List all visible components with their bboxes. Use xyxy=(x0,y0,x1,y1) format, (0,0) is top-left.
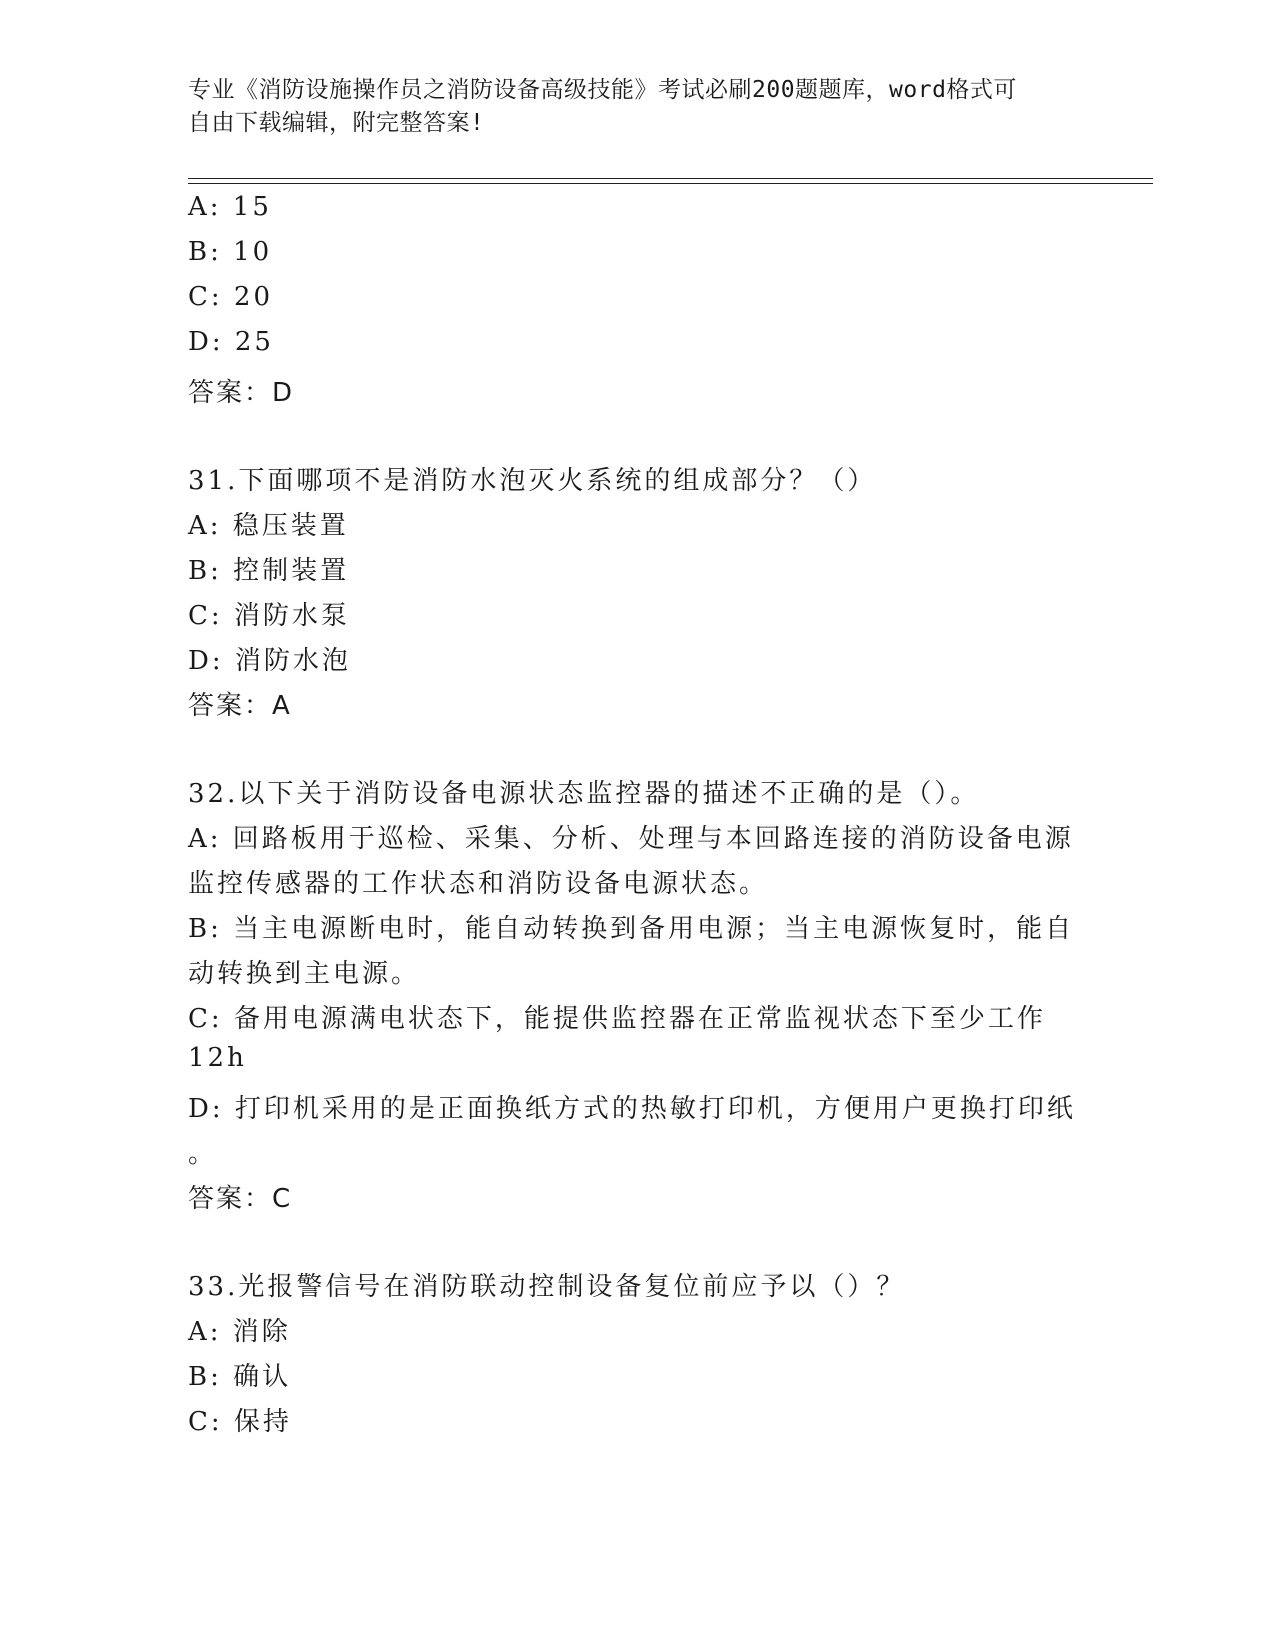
option-d-cont: 。 xyxy=(188,1139,218,1169)
option-b-cont: 动转换到主电源。 xyxy=(188,959,421,989)
header-line-1: 专业《消防设施操作员之消防设备高级技能》考试必刷200题题库，word格式可 xyxy=(188,77,1017,103)
option-c: C: 保持 xyxy=(188,1407,292,1437)
option-b: B: 当主电源断电时，能自动转换到备用电源；当主电源恢复时，能自 xyxy=(188,914,1075,944)
header-line-2: 自由下载编辑，附完整答案! xyxy=(188,110,485,136)
document-header xyxy=(188,74,1068,140)
option-a: A: 回路板用于巡检、采集、分析、处理与本回路连接的消防设备电源 xyxy=(188,824,1074,854)
option-d: D: 25 xyxy=(188,327,274,357)
option-c-cont: 12h xyxy=(188,1043,247,1073)
option-a: A: 稳压装置 xyxy=(188,511,349,541)
question-31: 31.下面哪项不是消防水泡灭火系统的组成部分？（） xyxy=(188,466,877,496)
option-d: D: 打印机采用的是正面换纸方式的热敏打印机，方便用户更换打印纸 xyxy=(188,1094,1076,1124)
question-33: 33.光报警信号在消防联动控制设备复位前应予以（）？ xyxy=(188,1272,906,1302)
header-rule-bottom xyxy=(188,183,1153,184)
option-b: B: 控制装置 xyxy=(188,556,350,586)
answer: 答案：A xyxy=(188,691,292,721)
question-32: 32.以下关于消防设备电源状态监控器的描述不正确的是（）。 xyxy=(188,779,980,809)
option-d: D: 消防水泡 xyxy=(188,646,351,676)
option-b: B: 确认 xyxy=(188,1362,292,1392)
answer: 答案：D xyxy=(188,378,295,408)
option-c: C: 备用电源满电状态下，能提供监控器在正常监视状态下至少工作 xyxy=(188,1004,1046,1034)
header-rule-top xyxy=(188,178,1153,179)
option-c: C: 20 xyxy=(188,282,274,312)
option-a: A: 15 xyxy=(188,192,272,222)
option-b: B: 10 xyxy=(188,237,273,267)
answer: 答案：C xyxy=(188,1184,293,1214)
option-c: C: 消防水泵 xyxy=(188,601,350,631)
option-a: A: 消除 xyxy=(188,1317,291,1347)
option-a-cont: 监控传感器的工作状态和消防设备电源状态。 xyxy=(188,869,769,899)
